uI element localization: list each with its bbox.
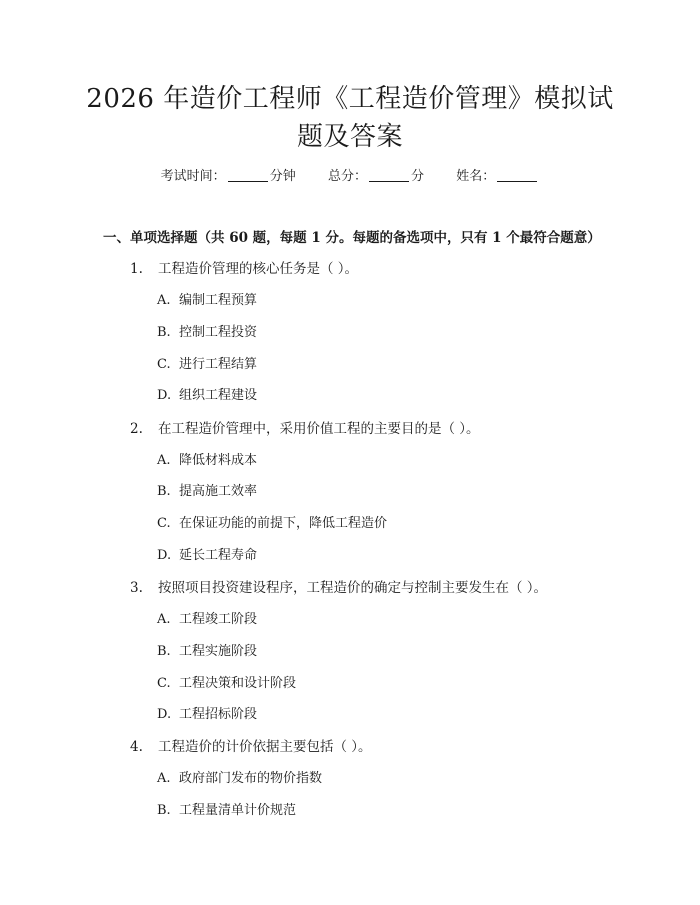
option-letter: D.	[157, 707, 172, 722]
document-title	[60, 80, 640, 156]
option-text: 工程决策和设计阶段	[179, 676, 297, 691]
title-line-1: 2026 年造价工程师《工程造价管理》模拟试	[86, 84, 614, 114]
score-label: 总分：	[327, 169, 367, 184]
question-1-option-b	[157, 323, 257, 343]
question-1-option-c	[157, 355, 257, 375]
time-label: 考试时间：	[160, 169, 226, 184]
question-2-option-d	[157, 546, 257, 566]
option-text: 降低材料成本	[179, 453, 258, 468]
question-3-option-b	[157, 642, 257, 662]
time-unit: 分钟	[269, 169, 296, 184]
option-letter: C.	[157, 357, 171, 372]
question-3-option-c	[157, 674, 296, 694]
option-text: 工程实施阶段	[179, 644, 258, 659]
question-number: 2.	[130, 421, 143, 437]
question-1-option-a	[157, 291, 257, 311]
option-text: 在保证功能的前提下，降低工程造价	[179, 516, 388, 531]
option-text: 政府部门发布的物价指数	[179, 771, 323, 786]
question-text: 工程造价的计价依据主要包括（ ）。	[158, 739, 372, 755]
question-2-option-a	[157, 451, 257, 471]
question-text: 在工程造价管理中，采用价值工程的主要目的是（ ）。	[158, 421, 480, 437]
score-unit: 分	[411, 169, 425, 184]
question-3-option-a	[157, 610, 257, 630]
option-letter: A.	[157, 771, 171, 786]
time-blank	[228, 167, 268, 182]
option-letter: D.	[157, 388, 172, 403]
option-text: 工程招标阶段	[179, 707, 258, 722]
option-letter: A.	[157, 293, 171, 308]
question-4-option-a	[157, 769, 322, 789]
option-letter: B.	[157, 803, 171, 818]
question-text: 工程造价管理的核心任务是（ ）。	[158, 261, 359, 277]
question-3-option-d	[157, 705, 257, 725]
question-2	[130, 419, 480, 439]
question-2-option-c	[157, 514, 387, 534]
question-2-option-b	[157, 482, 257, 502]
option-text: 编制工程预算	[179, 293, 258, 308]
question-1-option-d	[157, 386, 257, 406]
option-text: 提高施工效率	[179, 484, 258, 499]
question-4	[130, 737, 372, 757]
question-4-option-b	[157, 801, 296, 821]
question-number: 3.	[130, 580, 143, 596]
option-letter: B.	[157, 644, 171, 659]
option-letter: A.	[157, 612, 171, 627]
question-3	[130, 578, 547, 598]
option-letter: B.	[157, 325, 171, 340]
title-line-2: 题及答案	[296, 122, 403, 152]
name-blank	[497, 167, 537, 182]
option-letter: C.	[157, 516, 171, 531]
option-letter: A.	[157, 453, 171, 468]
name-label: 姓名：	[456, 169, 496, 184]
question-number: 4.	[130, 739, 143, 755]
option-text: 进行工程结算	[179, 357, 258, 372]
option-text: 组织工程建设	[179, 388, 258, 403]
question-text: 按照项目投资建设程序，工程造价的确定与控制主要发生在（ ）。	[158, 580, 548, 596]
option-text: 工程竣工阶段	[179, 612, 258, 627]
option-letter: C.	[157, 676, 171, 691]
question-number: 1.	[130, 261, 143, 277]
question-1	[130, 259, 358, 279]
option-text: 控制工程投资	[179, 325, 258, 340]
option-text: 工程量清单计价规范	[179, 803, 297, 818]
section-heading: 一、单项选择题（共 60 题，每题 1 分。每题的备选项中，只有 1 个最符合题意）	[103, 230, 601, 246]
score-blank	[369, 167, 409, 182]
option-letter: D.	[157, 548, 172, 563]
option-text: 延长工程寿命	[179, 548, 258, 563]
option-letter: B.	[157, 484, 171, 499]
exam-meta	[0, 167, 700, 187]
